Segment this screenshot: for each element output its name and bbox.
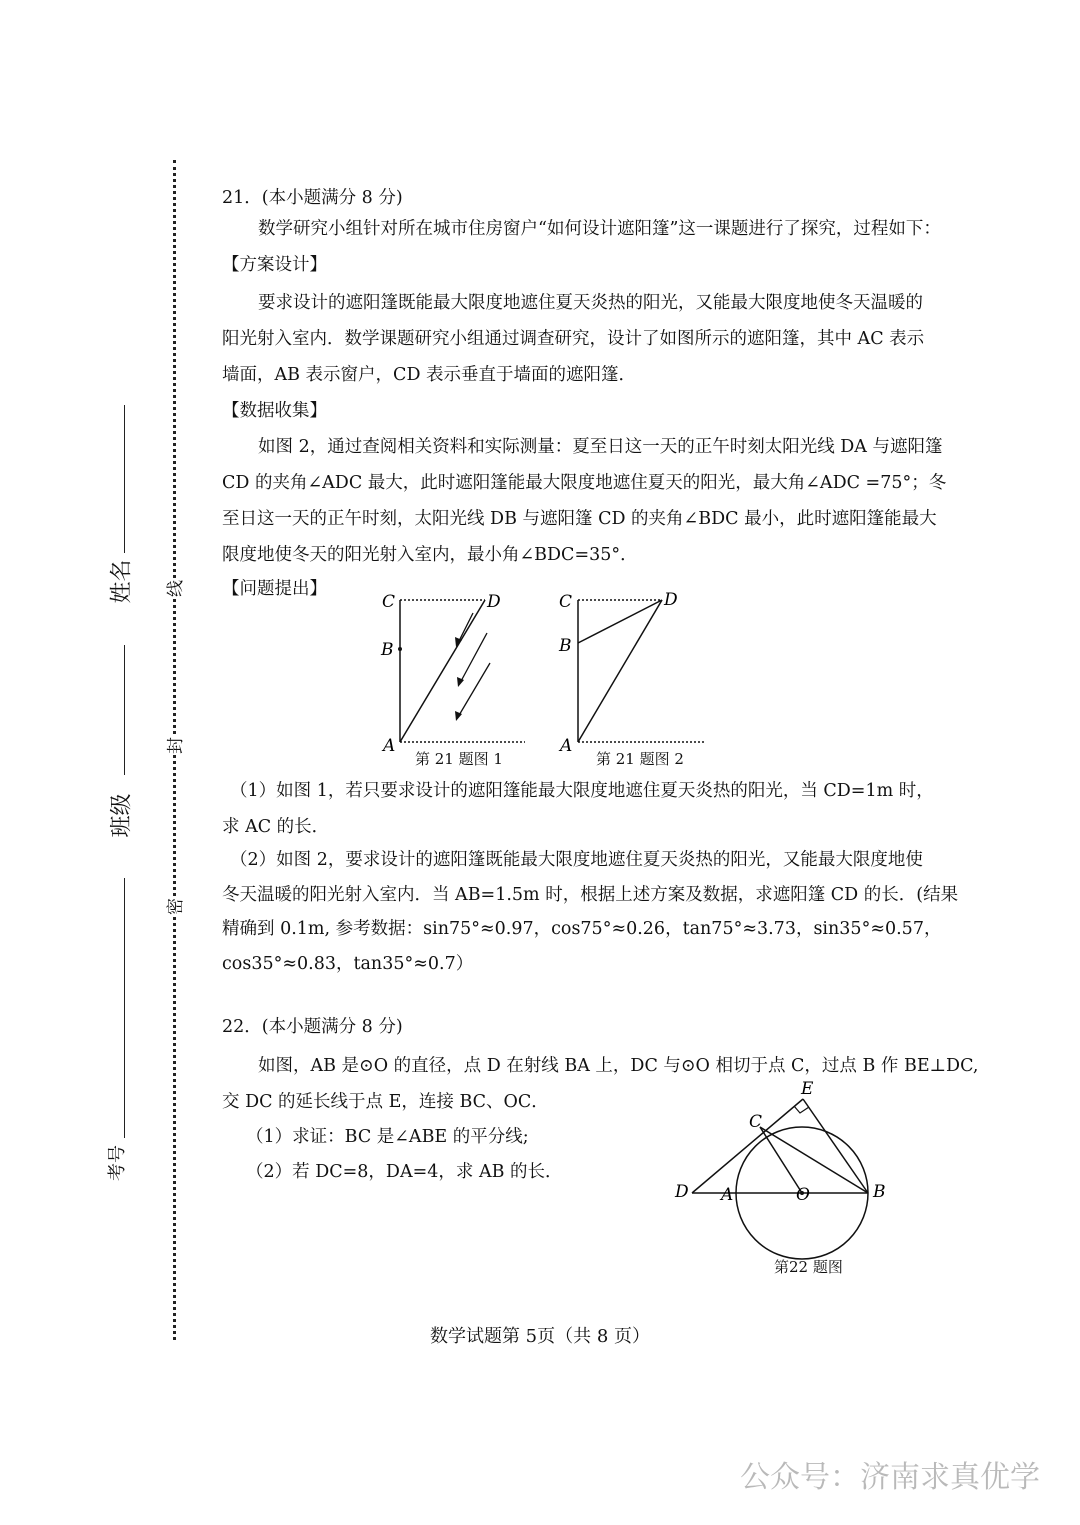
q21-design-line: 墙面，AB 表示窗户，CD 表示垂直于墙面的遮阳篷． (222, 365, 637, 385)
fig22-label-e: E (801, 1079, 814, 1099)
q21-design-line: 阳光射入室内．数学课题研究小组通过调查研究，设计了如图所示的遮阳篷，其中 AC 表示 (222, 329, 925, 349)
name-blank-line (124, 405, 125, 553)
q22-header: 22．(本小题满分 8 分) (222, 1017, 403, 1037)
seal-char-feng: 封 (159, 737, 188, 754)
number-label: 考号 (107, 1145, 128, 1181)
q22-part1: （1）求证：BC 是∠ABE 的平分线; (246, 1127, 529, 1147)
class-blank-line (124, 645, 125, 775)
q21-section-question: 【问题提出】 (222, 579, 327, 599)
q21-header: 21．(本小题满分 8 分) (222, 188, 403, 208)
seal-char-xian: 线 (159, 580, 188, 597)
q21-part2-line: cos35°≈0.83，tan35°≈0.7） (222, 954, 474, 974)
q21-design-line: 要求设计的遮阳篷既能最大限度地遮住夏天炎热的阳光，又能最大限度地使冬天温暖的 (258, 293, 923, 313)
page-footer: 数学试题第 5页（共 8 页） (429, 1326, 651, 1347)
q21-figure-2 (555, 585, 720, 755)
q21-section-data: 【数据收集】 (222, 401, 327, 421)
q21-part2-line: 精确到 0.1m, 参考数据：sin75°≈0.97，cos75°≈0.26，tan75°≈3.73，sin35°≈0.57， (222, 919, 942, 939)
q21-figure-2-caption: 第 21 题图 2 (596, 750, 684, 768)
q22-intro-line: 交 DC 的延长线于点 E，连接 BC、OC． (222, 1092, 549, 1112)
fig2-label-b: B (559, 636, 572, 656)
fig22-label-d: D (675, 1182, 689, 1202)
q22-part2: （2）若 DC=8，DA=4，求 AB 的长． (246, 1162, 563, 1182)
q21-data-line: 至日这一天的正午时刻，太阳光线 DB 与遮阳篷 CD 的夹角∠BDC 最小，此时遮阳篷能最大 (222, 509, 937, 529)
q21-part1-line: 求 AC 的长． (222, 817, 330, 837)
q21-figure-1 (370, 585, 540, 755)
fig1-label-c: C (382, 592, 396, 612)
watermark: 公众号：济南求真优学 (740, 1460, 1040, 1495)
fig2-label-c: C (559, 592, 573, 612)
fig22-label-b: B (873, 1182, 886, 1202)
number-blank-line (124, 878, 125, 1138)
q21-figure-1-caption: 第 21 题图 1 (415, 750, 503, 768)
q21-intro: 数学研究小组针对所在城市住房窗户“如何设计遮阳篷”这一课题进行了探究，过程如下： (258, 219, 941, 239)
q21-part1-line: （1）如图 1，若只要求设计的遮阳篷能最大限度地遮住夏天炎热的阳光，当 CD=1m 时， (230, 781, 934, 801)
q21-section-design: 【方案设计】 (222, 255, 327, 275)
fig22-label-a: A (721, 1185, 734, 1205)
fig2-label-a: A (560, 736, 573, 755)
fig2-label-d: D (664, 590, 678, 610)
seal-char-mi: 密 (159, 898, 188, 915)
q21-data-line: 限度地使冬天的阳光射入室内，最小角∠BDC=35°． (222, 545, 638, 565)
q21-data-line: CD 的夹角∠ADC 最大，此时遮阳篷能最大限度地遮住夏天的阳光，最大角∠ADC =75°；冬 (222, 473, 947, 493)
class-label: 班级 (109, 793, 135, 838)
fig1-label-b: B (381, 640, 394, 660)
fig1-label-d: D (487, 592, 501, 612)
q22-figure (670, 1075, 900, 1260)
q21-part2-line: （2）如图 2，要求设计的遮阳篷既能最大限度地遮住夏天炎热的阳光，又能最大限度地使 (230, 850, 923, 870)
name-label: 姓名 (109, 559, 135, 604)
q21-data-line: 如图 2，通过查阅相关资料和实际测量：夏至日这一天的正午时刻太阳光线 DA 与遮阳篷 (258, 437, 943, 457)
fig1-label-a: A (383, 736, 396, 755)
q22-figure-caption: 第22 题图 (774, 1258, 843, 1276)
fig22-label-c: C (749, 1112, 763, 1132)
fig22-label-o: O (796, 1185, 810, 1205)
q22-intro-line: 如图，AB 是⊙O 的直径，点 D 在射线 BA 上，DC 与⊙O 相切于点 C，过点 B 作 BE⊥DC, (258, 1056, 979, 1076)
q21-part2-line: 冬天温暖的阳光射入室内．当 AB=1.5m 时，根据上述方案及数据，求遮阳篷 CD 的长．(结果 (222, 885, 959, 905)
